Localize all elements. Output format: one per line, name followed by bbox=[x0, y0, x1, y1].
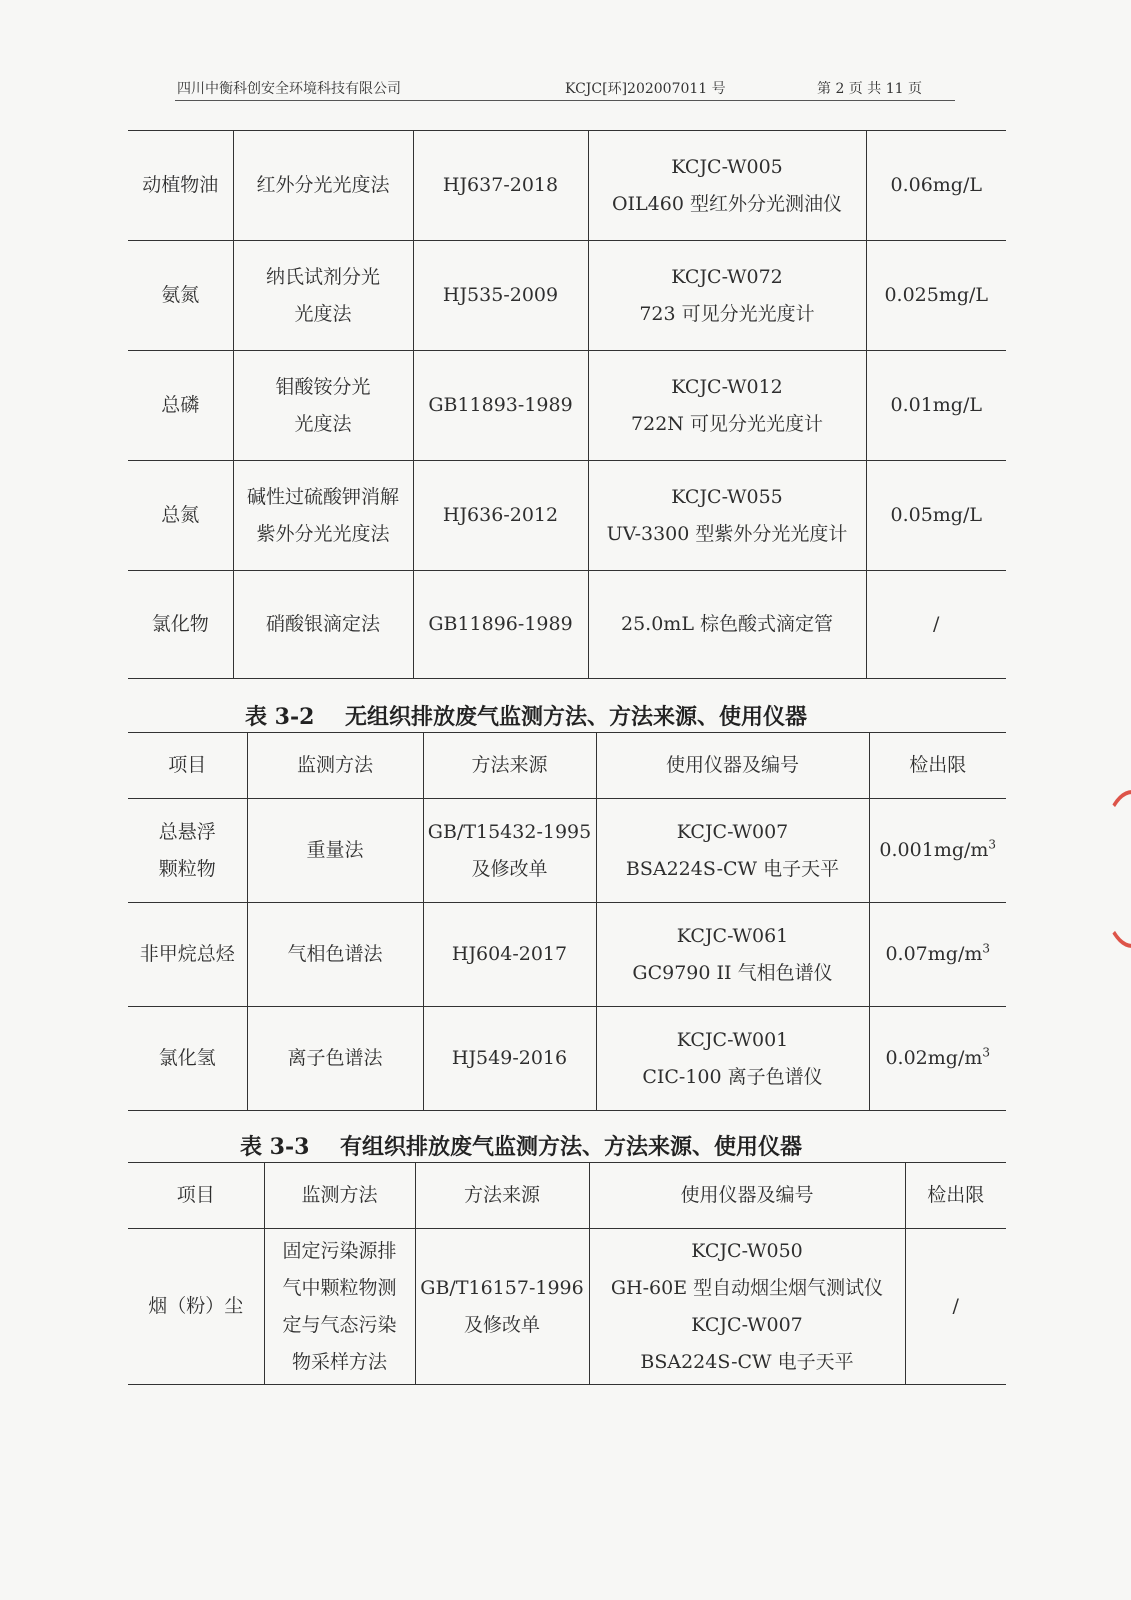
item-cell bbox=[128, 903, 247, 1007]
header-page-number: 第 2 页 共 11 页 bbox=[817, 81, 922, 97]
limit-value: 0.05mg/L bbox=[890, 504, 982, 526]
instrument-line: UV-3300 型紫外分光光度计 bbox=[606, 522, 848, 545]
instrument-cell bbox=[588, 461, 866, 571]
source-line: HJ637-2018 bbox=[442, 174, 559, 196]
source-cell bbox=[413, 571, 588, 679]
table-row bbox=[128, 903, 1006, 1007]
source-cell bbox=[413, 351, 588, 461]
item-cell bbox=[128, 571, 233, 679]
instrument-line: GH-60E 型自动烟尘烟气测试仪 bbox=[610, 1276, 884, 1299]
instrument-cell bbox=[588, 571, 866, 679]
item-line: 烟（粉）尘 bbox=[148, 1295, 244, 1317]
table-water-methods bbox=[128, 130, 1006, 679]
limit-cell bbox=[866, 241, 1006, 351]
instrument-line: CIC-100 离子色谱仪 bbox=[642, 1065, 823, 1088]
source-cell bbox=[413, 241, 588, 351]
item-line: 动植物油 bbox=[142, 174, 219, 196]
method-cell bbox=[233, 131, 413, 241]
item-line: 总磷 bbox=[161, 394, 200, 416]
source-cell bbox=[413, 461, 588, 571]
item-line: 非甲烷总烃 bbox=[139, 943, 235, 965]
limit-cell bbox=[869, 903, 1006, 1007]
limit-cell bbox=[866, 351, 1006, 461]
method-line: 固定污染源排 bbox=[282, 1239, 397, 1262]
limit-value: 0.06mg/L bbox=[890, 174, 982, 196]
item-line: 总悬浮 bbox=[158, 820, 216, 843]
method-cell bbox=[233, 351, 413, 461]
column-header: 方法来源 bbox=[423, 733, 596, 799]
limit-cell bbox=[905, 1229, 1006, 1385]
method-line: 纳氏试剂分光 bbox=[265, 265, 380, 288]
method-line: 紫外分光光度法 bbox=[256, 522, 390, 545]
source-line: GB/T16157-1996 bbox=[420, 1276, 584, 1299]
limit-unit-exponent: 3 bbox=[982, 941, 991, 956]
source-line: HJ604-2017 bbox=[451, 943, 568, 965]
column-header: 检出限 bbox=[869, 733, 1006, 799]
table-row bbox=[128, 461, 1006, 571]
instrument-line: BSA224S-CW 电子天平 bbox=[625, 857, 840, 880]
table2-caption: 表 3-2 无组织排放废气监测方法、方法来源、使用仪器 bbox=[245, 704, 808, 730]
item-cell bbox=[128, 799, 247, 903]
limit-value: 0.001mg/m bbox=[879, 839, 989, 861]
column-header: 方法来源 bbox=[415, 1163, 589, 1229]
instrument-line: KCJC-W061 bbox=[676, 924, 789, 947]
method-cell bbox=[264, 1229, 415, 1385]
limit-cell bbox=[869, 799, 1006, 903]
method-line: 离子色谱法 bbox=[287, 1047, 383, 1069]
method-line: 物采样方法 bbox=[291, 1350, 387, 1373]
method-line: 钼酸铵分光 bbox=[275, 375, 371, 398]
source-cell bbox=[423, 799, 596, 903]
table-row bbox=[128, 351, 1006, 461]
limit-unit-exponent: 3 bbox=[988, 837, 997, 852]
instrument-line: BSA224S-CW 电子天平 bbox=[640, 1350, 854, 1373]
instrument-line: KCJC-W055 bbox=[671, 485, 783, 508]
limit-value: 0.07mg/m bbox=[885, 943, 983, 965]
item-cell bbox=[128, 241, 233, 351]
item-line: 氯化物 bbox=[151, 613, 209, 635]
method-cell bbox=[233, 461, 413, 571]
limit-value: 0.025mg/L bbox=[884, 284, 989, 306]
instrument-cell bbox=[588, 351, 866, 461]
source-line: HJ549-2016 bbox=[451, 1047, 568, 1069]
header-report-no: KCJC[环]202007011 号 bbox=[565, 81, 726, 97]
method-line: 气相色谱法 bbox=[287, 943, 383, 965]
limit-value: / bbox=[933, 613, 940, 635]
source-line: 及修改单 bbox=[471, 857, 548, 880]
method-cell bbox=[233, 241, 413, 351]
column-header: 使用仪器及编号 bbox=[589, 1163, 905, 1229]
method-line: 碱性过硫酸钾消解 bbox=[246, 485, 399, 508]
limit-value: / bbox=[952, 1295, 959, 1317]
method-cell bbox=[247, 1007, 423, 1111]
method-line: 红外分光光度法 bbox=[256, 174, 390, 196]
instrument-line: KCJC-W012 bbox=[671, 375, 783, 398]
instrument-line: GC9790 II 气相色谱仪 bbox=[632, 961, 833, 984]
table-row bbox=[128, 241, 1006, 351]
method-line: 重量法 bbox=[306, 839, 364, 861]
instrument-cell bbox=[596, 1007, 869, 1111]
method-cell bbox=[247, 903, 423, 1007]
column-header: 项目 bbox=[128, 1163, 264, 1229]
source-cell bbox=[423, 903, 596, 1007]
column-header: 检出限 bbox=[905, 1163, 1006, 1229]
table-row bbox=[128, 131, 1006, 241]
instrument-line: 722N 可见分光光度计 bbox=[631, 412, 823, 435]
source-line: HJ636-2012 bbox=[442, 504, 559, 526]
page-header bbox=[175, 74, 955, 101]
column-header: 监测方法 bbox=[247, 733, 423, 799]
item-cell bbox=[128, 131, 233, 241]
table-header-row bbox=[128, 1163, 1006, 1229]
item-cell bbox=[128, 1007, 247, 1111]
instrument-cell bbox=[596, 903, 869, 1007]
source-cell bbox=[413, 131, 588, 241]
instrument-cell bbox=[588, 131, 866, 241]
source-cell bbox=[423, 1007, 596, 1111]
source-line: GB11893-1989 bbox=[428, 394, 573, 416]
table-row bbox=[128, 571, 1006, 679]
method-line: 光度法 bbox=[294, 302, 352, 325]
method-line: 气中颗粒物测 bbox=[282, 1276, 397, 1299]
item-line: 总氮 bbox=[161, 504, 200, 526]
table-row bbox=[128, 1007, 1006, 1111]
method-line: 硝酸银滴定法 bbox=[265, 613, 380, 635]
instrument-cell bbox=[589, 1229, 905, 1385]
limit-value: 0.01mg/L bbox=[890, 394, 982, 416]
instrument-cell bbox=[596, 799, 869, 903]
source-line: GB/T15432-1995 bbox=[427, 820, 592, 843]
limit-unit-exponent: 3 bbox=[982, 1045, 991, 1060]
method-line: 光度法 bbox=[294, 412, 352, 435]
limit-cell bbox=[866, 131, 1006, 241]
instrument-line: 25.0mL 棕色酸式滴定管 bbox=[621, 613, 833, 635]
item-cell bbox=[128, 351, 233, 461]
table-header-row bbox=[128, 733, 1006, 799]
column-header: 项目 bbox=[128, 733, 247, 799]
limit-value: 0.02mg/m bbox=[885, 1047, 983, 1069]
column-header: 使用仪器及编号 bbox=[596, 733, 869, 799]
instrument-line: 723 可见分光光度计 bbox=[639, 302, 815, 325]
limit-cell bbox=[866, 461, 1006, 571]
instrument-cell bbox=[588, 241, 866, 351]
source-line: 及修改单 bbox=[463, 1313, 540, 1336]
item-line: 颗粒物 bbox=[158, 857, 216, 880]
red-seal-stamp-edge bbox=[1098, 790, 1131, 948]
instrument-line: KCJC-W005 bbox=[671, 155, 783, 178]
instrument-line: OIL460 型红外分光测油仪 bbox=[611, 192, 842, 215]
instrument-line: KCJC-W007 bbox=[691, 1313, 803, 1336]
table-organized-gas-methods bbox=[128, 1162, 1006, 1385]
header-company: 四川中衡科创安全环境科技有限公司 bbox=[177, 81, 401, 97]
source-cell bbox=[415, 1229, 589, 1385]
method-line: 定与气态污染 bbox=[282, 1313, 397, 1336]
limit-cell bbox=[866, 571, 1006, 679]
method-cell bbox=[247, 799, 423, 903]
instrument-line: KCJC-W072 bbox=[671, 265, 783, 288]
source-line: GB11896-1989 bbox=[428, 613, 573, 635]
instrument-line: KCJC-W050 bbox=[691, 1239, 803, 1262]
item-line: 氨氮 bbox=[161, 284, 200, 306]
source-line: HJ535-2009 bbox=[442, 284, 559, 306]
table-row bbox=[128, 799, 1006, 903]
table-row bbox=[128, 1229, 1006, 1385]
column-header: 监测方法 bbox=[264, 1163, 415, 1229]
limit-cell bbox=[869, 1007, 1006, 1111]
instrument-line: KCJC-W001 bbox=[676, 1028, 789, 1051]
item-line: 氯化氢 bbox=[158, 1047, 216, 1069]
item-cell bbox=[128, 1229, 264, 1385]
method-cell bbox=[233, 571, 413, 679]
instrument-line: KCJC-W007 bbox=[676, 820, 789, 843]
table-fugitive-gas-methods bbox=[128, 732, 1006, 1111]
item-cell bbox=[128, 461, 233, 571]
table3-caption: 表 3-3 有组织排放废气监测方法、方法来源、使用仪器 bbox=[240, 1134, 803, 1160]
